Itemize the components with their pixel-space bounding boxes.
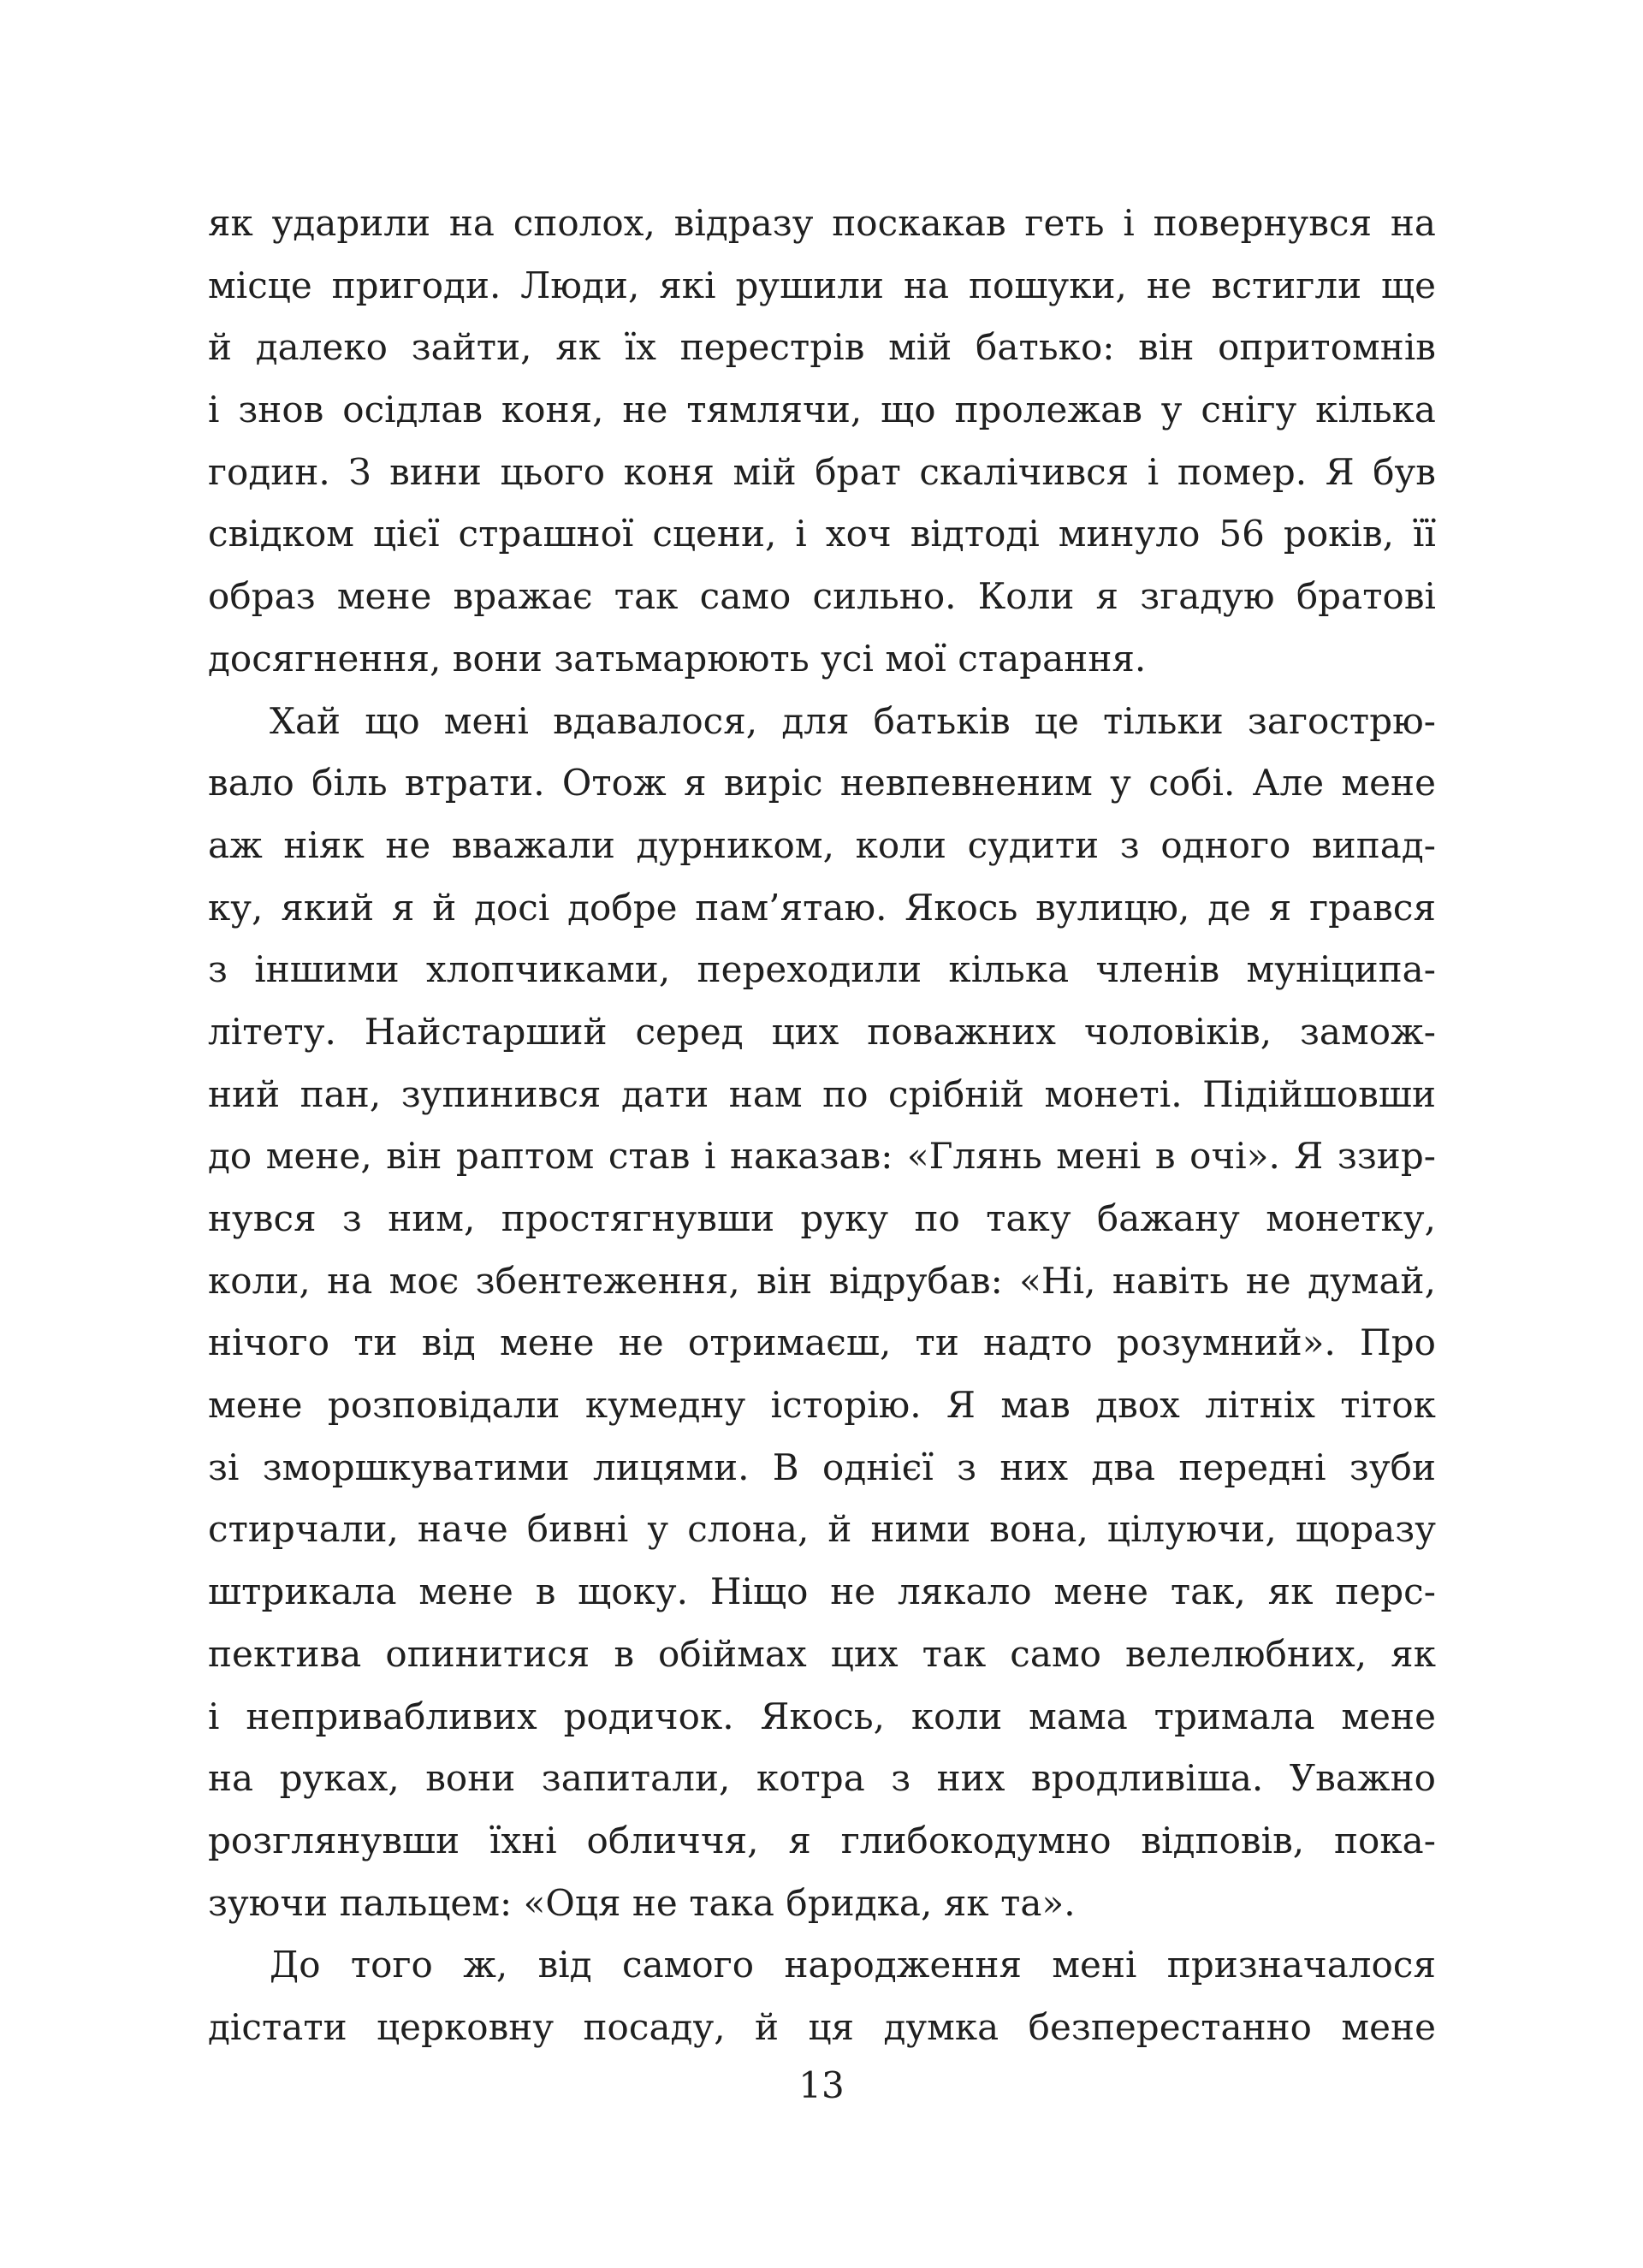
text-line: з іншими хлопчиками, переходили кілька членів муніципа- [208,948,1436,991]
text-line: аж ніяк не вважали дурником, коли судити з одного випад- [208,823,1436,866]
text-line: зі зморшкуватими лицями. В однієї з них два передні зуби [208,1446,1436,1488]
text-line: ний пан, зупинився дати нам по срібній монеті. Підійшовши [208,1072,1436,1115]
text-line: зуючи пальцем: «Оця не така бридка, як та». [208,1881,1076,1924]
text-line: й далеко зайти, як їх перестрів мій батько: він опритомнів [208,326,1436,369]
text-line: штрикала мене в щоку. Ніщо не лякало мене так, як перс- [208,1570,1436,1613]
text-line: До того ж, від самого народження мені призначалося [270,1944,1436,1986]
text-line: літету. Найстарший серед цих поважних чоловіків, замож- [208,1010,1436,1053]
text-line: нічого ти від мене не отримаєш, ти надто розумний». Про [208,1321,1436,1364]
text-line: ку, який я й досі добре пам’ятаю. Якось вулицю, де я грався [208,886,1436,929]
text-line: місце пригоди. Люди, які рушили на пошуки, не встигли ще [208,264,1436,306]
text-line: до мене, він раптом став і наказав: «Глянь мені в очі». Я ззир- [208,1135,1436,1178]
text-line: образ мене вражає так само сильно. Коли я згадую братові [208,575,1436,618]
text-line: нувся з ним, простягнувши руку по таку бажану монетку, [208,1197,1436,1239]
text-line: дістати церковну посаду, й ця думка безперестанно мене [208,2005,1436,2048]
text-line: пектива опинитися в обіймах цих так само велелюбних, як [208,1632,1436,1675]
page-number: 13 [798,2064,845,2106]
text-line: коли, на моє збентеження, він відрубав: «Ні, навіть не думай, [208,1259,1436,1302]
text-line: годин. З вини цього коня мій брат скалічився і помер. Я був [208,450,1436,493]
text-line: свідком цієї страшної сцени, і хоч відтоді минуло 56 років, її [208,513,1436,555]
text-line: досягнення, вони затьмарюють усі мої старання. [208,637,1147,680]
text-line: і непривабливих родичок. Якось, коли мама тримала мене [208,1695,1436,1737]
text-line: стирчали, наче бивні у слона, й ними вона, цілуючи, щоразу [208,1508,1436,1551]
text-line: вало біль втрати. Отож я виріс невпевненим у собі. Але мене [208,762,1436,804]
text-line: Хай що мені вдавалося, для батьків це тільки загострю- [270,699,1436,742]
body-text [208,193,1436,2059]
text-line: як ударили на сполох, відразу поскакав геть і повернувся на [208,202,1436,244]
text-line: розглянувши їхні обличчя, я глибокодумно відповів, пока- [208,1819,1436,1861]
text-line: на руках, вони запитали, котра з них вродливіша. Уважно [208,1757,1436,1800]
text-line: і знов осідлав коня, не тямлячи, що пролежав у снігу кілька [208,389,1436,431]
text-line: мене розповідали кумедну історію. Я мав двох літніх тіток [208,1384,1436,1427]
